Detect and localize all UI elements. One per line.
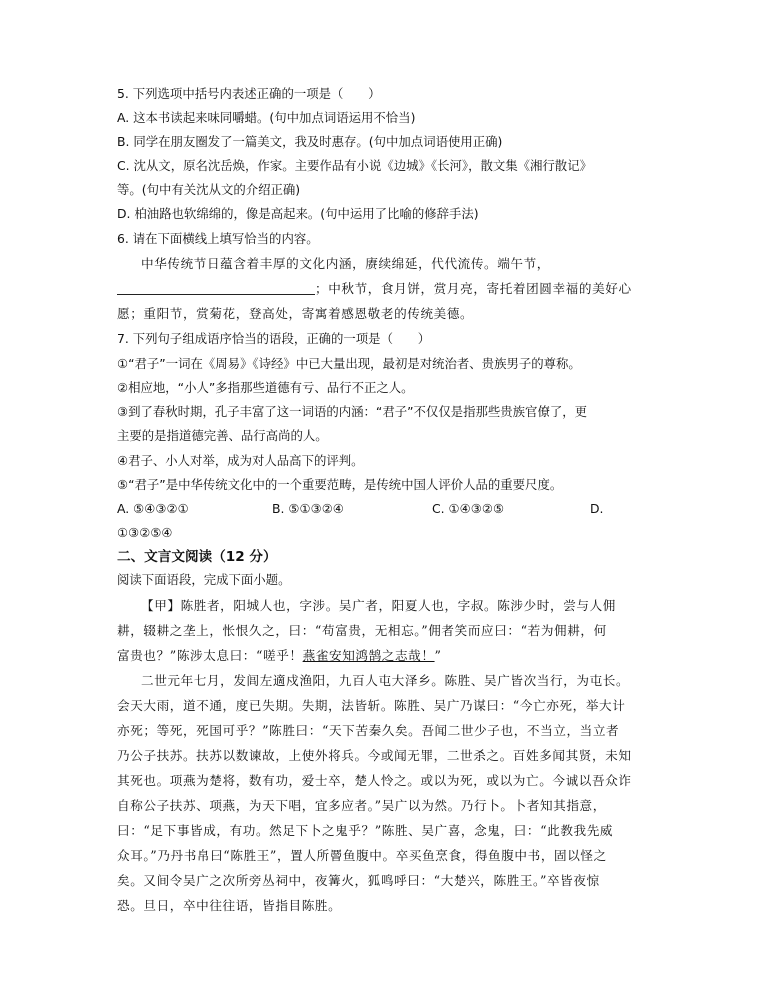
q6-passage-line3: 愿；重阳节，赏菊花，登高处，寄寓着感恩敬老的传统美德。 <box>117 306 474 321</box>
passage-para2-line6: 自称公子扶苏、项燕，为天下唱，宜多应者。”吴广以为然。乃行卜。卜者知其指意， <box>117 798 606 813</box>
q7-sentence-3-cont: 主要的是指道德完善、品行高尚的人。 <box>117 428 328 443</box>
q5-option-a: A. 这本书读起来味同嚼蜡。(句中加点词语运用不恰当) <box>117 110 416 125</box>
passage-jia-line3 <box>117 646 442 666</box>
q7-option-b: B. ⑤①③②④ <box>272 501 344 516</box>
passage-para2-line4: 乃公子扶苏。扶苏以数谏故，上使外将兵。今或闻无罪，二世杀之。百姓多闻其贤，未知 <box>117 748 632 763</box>
passage-jia-line2: 耕，辍耕之垄上，怅恨久之，曰：“苟富贵，无相忘。”佣者笑而应曰：“若为佣耕，何 <box>117 623 607 638</box>
passage-para2-line5: 其死也。项燕为楚将，数有功，爱士卒，楚人怜之。或以为死，或以为亡。今诚以吾众诈 <box>117 773 632 788</box>
q7-option-a: A. ⑤④③②① <box>117 501 189 516</box>
q7-option-d: D. <box>590 501 604 516</box>
q5-option-c: C. 沈从文，原名沈岳焕，作家。主要作品有小说《边城》《长河》，散文集《湘行散记》 <box>117 158 592 173</box>
q7-sentence-1: ①“君子”一词在《周易》《诗经》中已大量出现，最初是对统治者、贵族男子的尊称。 <box>117 356 581 371</box>
passage-para2-line2: 会天大雨，道不通，度已失期。失期，法皆斩。陈胜、吴广乃谋曰：“今亡亦死，举大计 <box>117 698 626 713</box>
q7-sentence-4: ④君子、小人对举，成为对人品高下的评判。 <box>117 453 364 468</box>
q5-option-c-cont: 等。(句中有关沈从文的介绍正确) <box>117 182 301 197</box>
q6-line2-text: ；中秋节，食月饼，赏月亮，寄托着团圆幸福的美好心 <box>315 281 632 296</box>
q6-stem: 6. 请在下面横线上填写恰当的内容。 <box>117 231 319 246</box>
q5-option-d: D. 柏油路也软绵绵的，像是高起来。(句中运用了比喻的修辞手法) <box>117 206 479 221</box>
passage-para2-line10: 恐。旦日，卒中往往语，皆指目陈胜。 <box>117 898 342 913</box>
passage-para2-line9: 矣。又间令吴广之次所旁丛祠中，夜篝火，狐鸣呼曰：“大楚兴，陈胜王。”卒皆夜惊 <box>117 873 600 888</box>
fill-in-blank[interactable] <box>117 282 315 295</box>
q7-sentence-3: ③到了春秋时期，孔子丰富了这一词语的内涵：“君子”不仅仅是指那些贵族官僚了，更 <box>117 404 588 419</box>
q7-sentence-5: ⑤“君子”是中华传统文化中的一个重要范畴，是传统中国人评价人品的重要尺度。 <box>117 477 563 492</box>
passage-jia-line1: 【甲】陈胜者，阳城人也，字涉。吴广者，阳夏人也，字叔。陈涉少时，尝与人佣 <box>141 598 616 613</box>
closing-quote: ” <box>434 648 442 663</box>
passage-para2-line3: 亦死；等死，死国可乎？”陈胜曰：“天下苦秦久矣。吾闻二世少子也，不当立，当立者 <box>117 723 620 738</box>
q6-passage-line2 <box>117 279 632 299</box>
passage-para2-line1: 二世元年七月，发闾左適戍渔阳，九百人屯大泽乡。陈胜、吴广皆次当行，为屯长。 <box>141 673 630 688</box>
q7-option-c: C. ①④③②⑤ <box>432 501 505 516</box>
passage-jia-line3-text: 富贵也？”陈涉太息曰：“嗟乎！ <box>117 648 303 663</box>
underlined-sentence: 燕雀安知鸿鹄之志哉！ <box>302 648 435 663</box>
passage-para2-line7: 曰：“足下事皆成，有功。然足下卜之鬼乎？”陈胜、吴广喜，念鬼，曰：“此教我先威 <box>117 823 614 838</box>
section-intro: 阅读下面语段，完成下面小题。 <box>117 572 291 587</box>
q5-stem: 5. 下列选项中括号内表述正确的一项是（ ） <box>117 86 381 101</box>
q7-sentence-2: ②相应地，“小人”多指那些道德有亏、品行不正之人。 <box>117 380 414 395</box>
section-heading: 二、文言文阅读（12 分） <box>117 549 277 565</box>
passage-para2-line8: 众耳。”乃丹书帛曰“陈胜王”，置人所罾鱼腹中。卒买鱼烹食，得鱼腹中书，固以怪之 <box>117 848 607 863</box>
q7-option-d-value: ①③②⑤④ <box>117 525 173 540</box>
q7-stem: 7. 下列句子组成语序恰当的语段，正确的一项是（ ） <box>117 331 431 346</box>
q6-passage-line1: 中华传统节日蕴含着丰厚的文化内涵，赓续绵延，代代流传。端午节， <box>141 256 551 271</box>
q5-option-b: B. 同学在朋友圈发了一篇美文，我及时惠存。(句中加点词语使用正确) <box>117 134 503 149</box>
